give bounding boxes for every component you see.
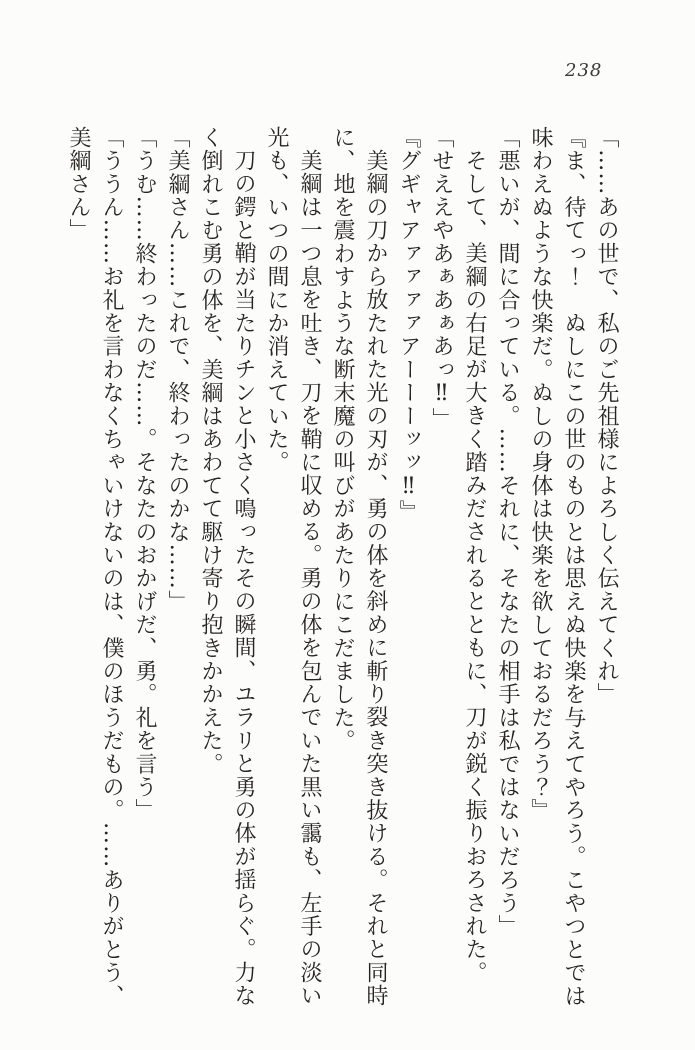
- vertical-text-block: [62, 126, 623, 1018]
- text-line: 刀の鍔と鞘が当たりチンと小さく鳴ったその瞬間、ユラリと勇の体が揺らぐ。力な: [231, 149, 256, 1008]
- text-line: に、地を震わすような断末魔の叫びがあたりにこだました。: [330, 126, 355, 753]
- text-line: 光も、いつの間にか消えていた。: [264, 126, 289, 474]
- text-line: 美綱さん」: [66, 126, 91, 242]
- text-line: 「悪いが、間に合っている。……それに、そなたの相手は私ではないだろう」: [495, 126, 520, 938]
- text-line: 『ま、待てっ！ ぬしにこの世のものとは思えぬ快楽を与えてやろう。こやつとでは: [561, 126, 586, 1008]
- text-line: 「ううん……お礼を言わなくちゃいけないのは、僕のほうだもの。……ありがとう、: [99, 126, 124, 1008]
- text-line: 味わえぬような快楽だ。ぬしの身体は快楽を欲しておるだろう？』: [528, 126, 553, 822]
- text-line: 「うむ……終わったのだ……。そなたのおかげだ、勇。礼を言う」: [132, 126, 157, 822]
- text-line: 美綱の刀から放たれた光の刃が、勇の体を斜めに斬り裂き突き抜ける。それと同時: [363, 149, 388, 1008]
- text-line: く倒れこむ勇の体を、美綱はあわてて駆け寄り抱きかかえた。: [198, 126, 223, 776]
- text-line: そして、美綱の右足が大きく踏みだされるとともに、刀が鋭く振りおろされた。: [462, 149, 487, 985]
- text-line: 「……あの世で、私のご先祖様によろしく伝えてくれ」: [594, 126, 619, 706]
- text-line: 『グギャアァァァァアーーーッッ‼』: [396, 126, 421, 524]
- text-line: 「美綱さん……これで、終わったのかな……」: [165, 126, 190, 614]
- text-line: 「せええやあぁあぁあっ‼」: [429, 126, 454, 431]
- page-number: 238: [565, 60, 603, 81]
- text-line: 美綱は一つ息を吐き、刀を鞘に収める。勇の体を包んでいた黒い靄も、左手の淡い: [297, 149, 322, 1008]
